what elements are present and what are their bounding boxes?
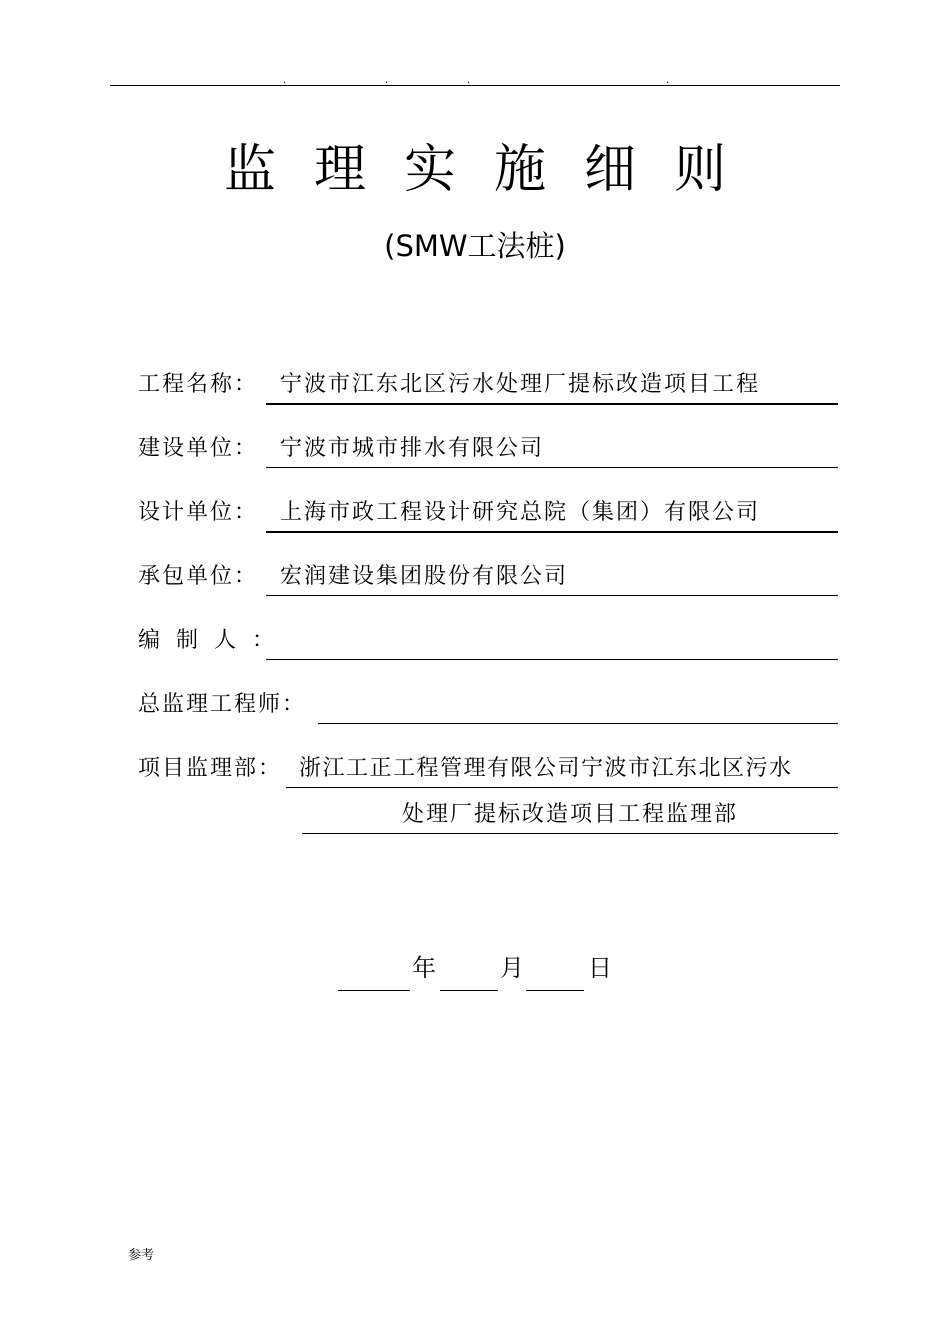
supervision-dept-label: 项目监理部： xyxy=(138,756,283,781)
chief-supervisor-underline xyxy=(318,723,838,724)
day-blank[interactable] xyxy=(526,990,584,991)
header-dot: . xyxy=(385,75,389,86)
document-title: 监理实施细则 xyxy=(223,140,764,200)
project-name-underline xyxy=(266,403,838,405)
supervision-dept-value-line2: 处理厂提标改造项目工程监理部 xyxy=(401,802,738,827)
designer-label: 设计单位： xyxy=(138,500,259,525)
month-blank[interactable] xyxy=(440,990,498,991)
header-rule xyxy=(110,85,840,86)
contractor-value: 宏润建设集团股份有限公司 xyxy=(280,564,569,589)
designer-underline xyxy=(266,531,838,533)
footer-text: 参考 xyxy=(128,1248,155,1263)
document-subtitle: (SMW工法桩) xyxy=(384,229,566,263)
month-label: 月 xyxy=(500,954,524,982)
header-dot: . xyxy=(666,75,670,86)
header-dot: . xyxy=(283,75,287,86)
designer-value: 上海市政工程设计研究总院（集团）有限公司 xyxy=(280,500,761,525)
contractor-label: 承包单位： xyxy=(138,564,259,589)
author-underline xyxy=(266,659,838,660)
supervision-dept-value-line1: 浙江工正工程管理有限公司宁波市江东北区污水 xyxy=(299,756,793,781)
author-label: 编制人： xyxy=(138,628,291,653)
chief-supervisor-label: 总监理工程师： xyxy=(138,692,307,717)
year-blank[interactable] xyxy=(338,990,410,991)
header-dot: . xyxy=(467,75,471,86)
project-name-label: 工程名称： xyxy=(138,372,259,397)
contractor-underline xyxy=(266,595,838,596)
day-label: 日 xyxy=(588,954,612,982)
client-label: 建设单位： xyxy=(138,436,259,461)
project-name-value: 宁波市江东北区污水处理厂提标改造项目工程 xyxy=(280,372,761,397)
supervision-dept-underline-2 xyxy=(302,833,838,834)
supervision-dept-underline-1 xyxy=(286,787,838,788)
client-value: 宁波市城市排水有限公司 xyxy=(280,436,545,461)
client-underline xyxy=(266,467,838,468)
year-label: 年 xyxy=(412,954,436,982)
